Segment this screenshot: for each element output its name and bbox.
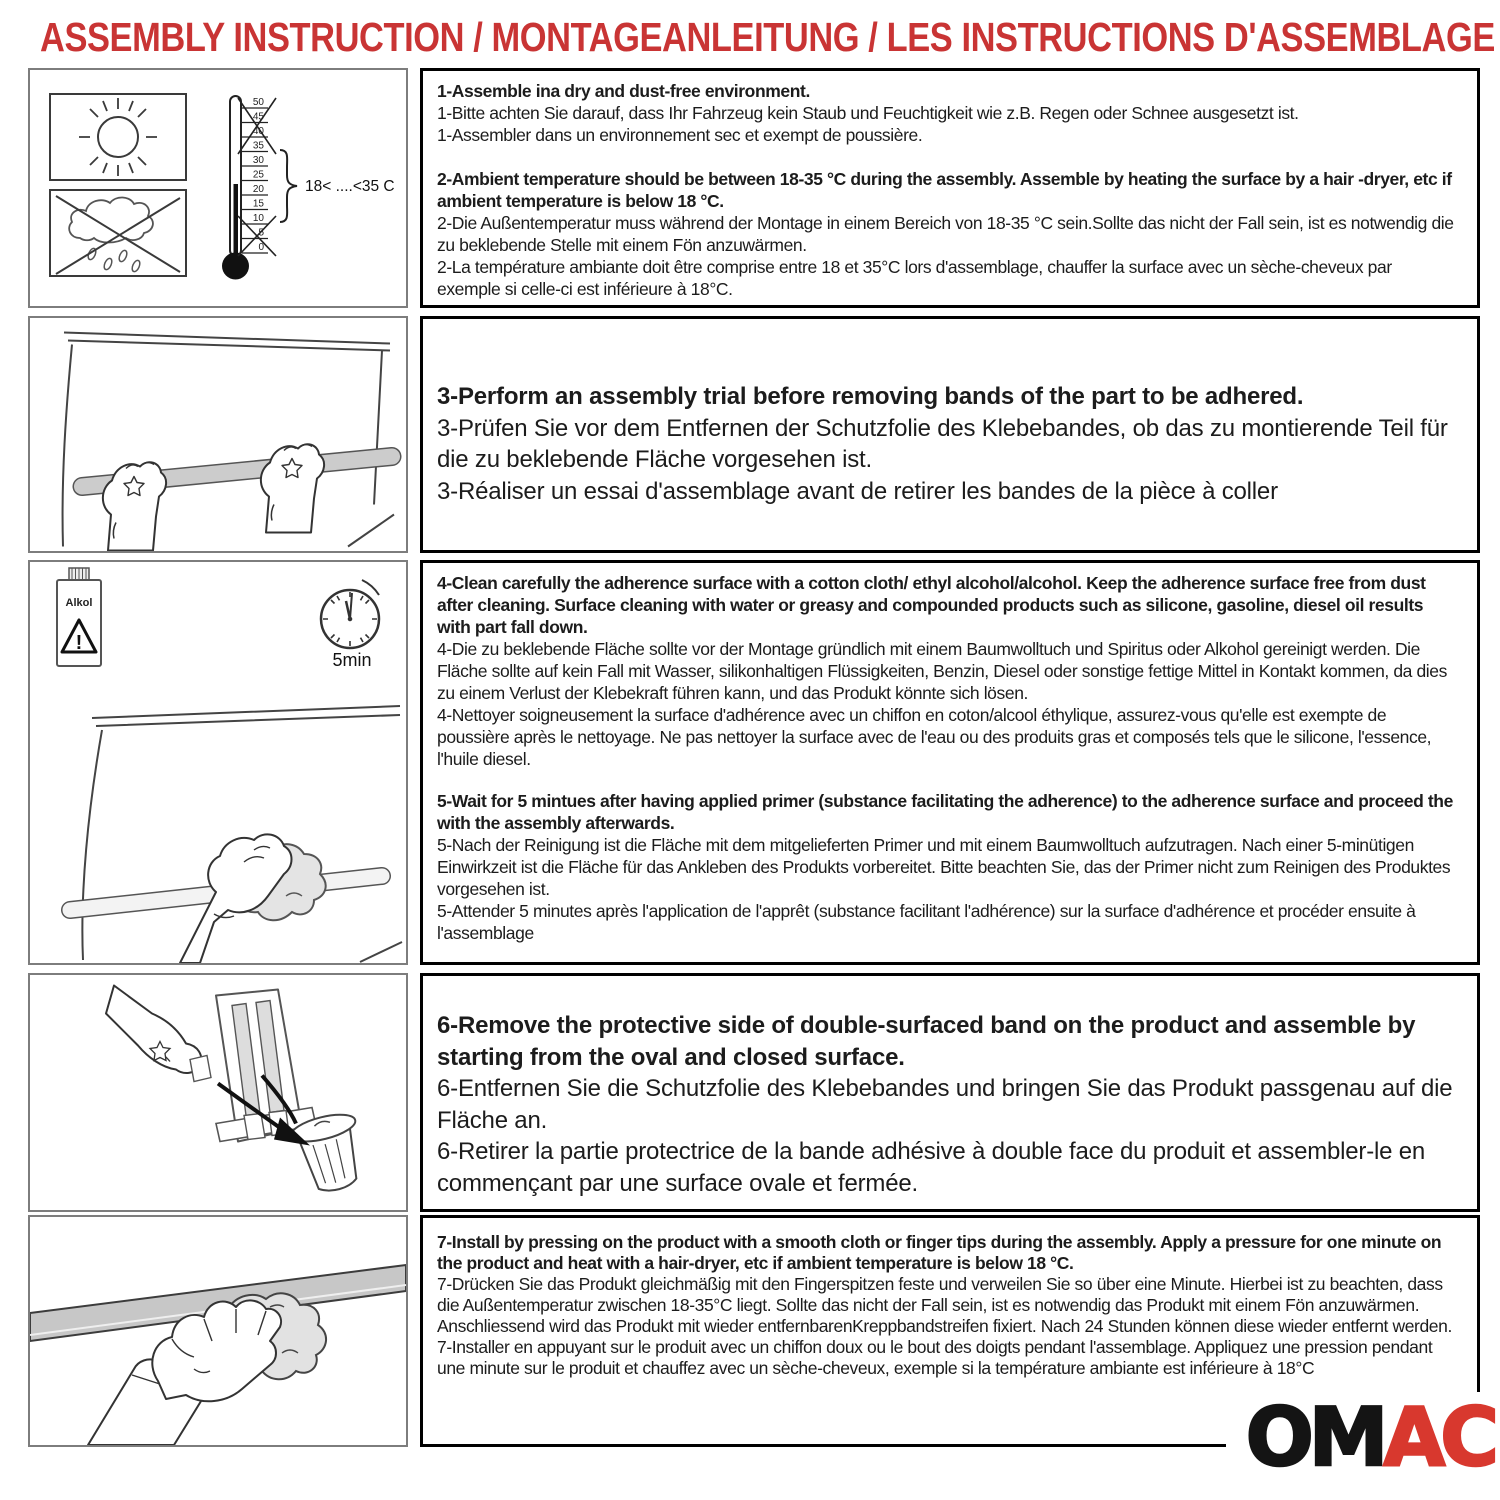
instruction-text: 6-Entfernen Sie die Schutzfolie des Klebebandes und bringen Sie das Produkt passgenau auf die Fläche an.	[437, 1075, 1453, 1134]
instruction-text: 2-Die Außentemperatur muss während der Montage in einem Bereich von 18-35 °C sein.Sollte das nicht der Fall sein, ist es notwendig die zu beklebende Stelle mit einem Fön anzuwärmen.	[437, 213, 1454, 255]
hand-icon	[261, 444, 324, 532]
instruction-text: 1-Assemble ina dry and dust-free environment.	[437, 81, 810, 101]
temperature-range-label: 18< ....<35 C	[305, 178, 395, 195]
svg-text:10: 10	[252, 213, 264, 224]
step-3-illustration	[28, 560, 408, 965]
step-5-illustration	[28, 1215, 408, 1447]
thermometer-icon	[222, 96, 395, 280]
step-1-text	[420, 68, 1480, 308]
step-2-text	[420, 316, 1480, 553]
instruction-text: 1-Assembler dans un environnement sec et exempt de poussière.	[437, 125, 923, 145]
clock-icon	[321, 580, 379, 648]
instruction-text: 5-Attender 5 minutes après l'application de l'apprêt (substance facilitant l'adhérence) sur la surface d'adhérence et procéder ensuite à l'assemblage	[437, 901, 1416, 943]
no-rain-icon	[50, 190, 186, 276]
instruction-text: 5-Nach der Reinigung ist die Fläche mit dem mitgelieferten Primer und mit einem Baumwolltuch aufzutragen. Nach einer 5-minütigen Einwirkzeit ist die Fläche für das Ankleben des Produkts vorbereitet. Bitte beachten Sie, das der Primer nicht zum Reinigen des Produktes vorgesehen ist.	[437, 835, 1451, 899]
bottle-label: Alkol	[65, 597, 93, 609]
sun-icon	[50, 94, 186, 180]
svg-text:30: 30	[252, 155, 264, 166]
step-1-illustration	[28, 68, 408, 308]
instruction-text: 1-Bitte achten Sie darauf, dass Ihr Fahrzeug kein Staub und Feuchtigkeit wie z.B. Regen oder Schnee ausgesetzt ist.	[437, 103, 1299, 123]
clean-surface-illustration	[30, 562, 406, 963]
environment-illustration	[30, 70, 406, 306]
remove-band-illustration	[30, 975, 406, 1210]
page-title: ASSEMBLY INSTRUCTION / MONTAGEANLEITUNG / LES INSTRUCTIONS D'ASSEMBLAGE	[40, 14, 1495, 60]
brand-logo-red: AC	[1383, 1391, 1494, 1484]
step-4-illustration	[28, 973, 408, 1212]
car-door-outline	[82, 706, 402, 962]
instruction-text: 2-Ambient temperature should be between 18-35 °C during the assembly. Assemble by heating the surface by a hair -dryer, etc if ambient temperature is below 18 °C.	[437, 169, 1452, 211]
svg-text:40: 40	[252, 126, 264, 137]
instruction-text: 3-Prüfen Sie vor dem Entfernen der Schutzfolie des Klebebandes, ob das zu montierende Teil für die zu beklebende Fläche vorgesehen ist.	[437, 414, 1448, 473]
svg-text:25: 25	[252, 169, 264, 181]
svg-text:35: 35	[252, 140, 264, 152]
instruction-text: 7-Installer en appuyant sur le produit avec un chiffon doux ou le bout des doigts pendant l'assemblage. Appliquez une pression pendant une minute sur le produit et chauffez avec un sèche-cheveux, exemple si la température ambiante est inférieure à 18°C	[437, 1337, 1433, 1378]
instruction-text: 4-Die zu beklebende Fläche sollte vor der Montage gründlich mit einem Baumwolltuch und Spiritus oder Alkohol gereinigt werden. Die Fläche sollte auf kein Fall mit Wasser, silikonhaltigen Flüssigkeiten, Benzin, Diesel oder sonstige fettige Mittel in Kontakt kommen, da dies zu einem Verlust der Klebekraft führen kann, und das Produkt könnte sich lösen.	[437, 639, 1447, 703]
step-3-text	[420, 560, 1480, 965]
brand-logo-black: OM	[1245, 1391, 1384, 1484]
instruction-text: 2-La température ambiante doit être comprise entre 18 et 35°C lors d'assemblage, chauffer la surface avec un sèche-cheveux par exemple si celle-ci est inférieure à 18°C.	[437, 257, 1392, 299]
instruction-text: 4-Nettoyer soigneusement la surface d'adhérence avec un chiffon en coton/alcool éthylique, assurez-vous qu'elle est exempte de poussière après le nettoyage. Ne pas nettoyer la surface avec de l'eau ou des produits gras et composés tels que le silicone, l'essence, l'huile diesel.	[437, 705, 1432, 769]
step-2-illustration	[28, 316, 408, 553]
svg-text:!: !	[75, 632, 83, 654]
instruction-text: 5-Wait for 5 mintues after having applied primer (substance facilitating the adherence) to the adherence surface and proceed the with the assembly afterwards.	[437, 791, 1453, 833]
svg-text:5: 5	[258, 227, 264, 239]
alcohol-bottle-icon	[57, 568, 101, 666]
instruction-text: 3-Réaliser un essai d'assemblage avant de retirer les bandes de la pièce à coller	[437, 477, 1278, 505]
instruction-text: 6-Retirer la partie protectrice de la bande adhésive à double face du produit et assembler-le en commençant par une surface ovale et fermée.	[437, 1138, 1426, 1197]
svg-text:50: 50	[252, 97, 264, 108]
svg-text:20: 20	[252, 184, 264, 195]
svg-text:0: 0	[258, 242, 264, 253]
brand-logo	[1226, 1392, 1494, 1484]
instruction-text: 6-Remove the protective side of double-surfaced band on the product and assemble by starting from the oval and closed surface.	[437, 1012, 1416, 1071]
svg-text:15: 15	[252, 198, 264, 210]
instruction-text: 7-Drücken Sie das Produkt gleichmäßig mit den Fingerspitzen feste und verweilen Sie so über eine Minute. Hierbei ist zu beachten, dass die Außentemperatur zwischen 18-35°C liegt. Sollte das nicht der Fall sein, ist es notwendig das Produkt mit einem Fön anzuwärmen. Anschliessend wird das Produkt mit wieder entfernbarenKreppbandstreifen fixiert. Nach 24 Stunden können diese wieder entfernt werden.	[437, 1274, 1452, 1336]
press-product-illustration	[30, 1217, 406, 1445]
hand-icon	[106, 986, 211, 1082]
step-4-text	[420, 973, 1480, 1212]
clock-label: 5min	[332, 650, 372, 670]
assembly-trial-illustration	[30, 318, 406, 551]
instruction-text: 7-Install by pressing on the product with a smooth cloth or finger tips during the assembly. Apply a pressure for one minute on the product and heat with a hair-dryer, etc if ambient temperature is below 18 °C.	[437, 1232, 1442, 1273]
instruction-text: 3-Perform an assembly trial before removing bands of the part to be adhered.	[437, 383, 1304, 410]
svg-text:45: 45	[252, 111, 264, 123]
instruction-text: 4-Clean carefully the adherence surface with a cotton cloth/ ethyl alcohol/alcohol. Keep the adherence surface free from dust after cleaning. Surface cleaning with water or greasy and compounded products such as silicone, gasoline, diesel oil results with part fall down.	[437, 573, 1426, 637]
